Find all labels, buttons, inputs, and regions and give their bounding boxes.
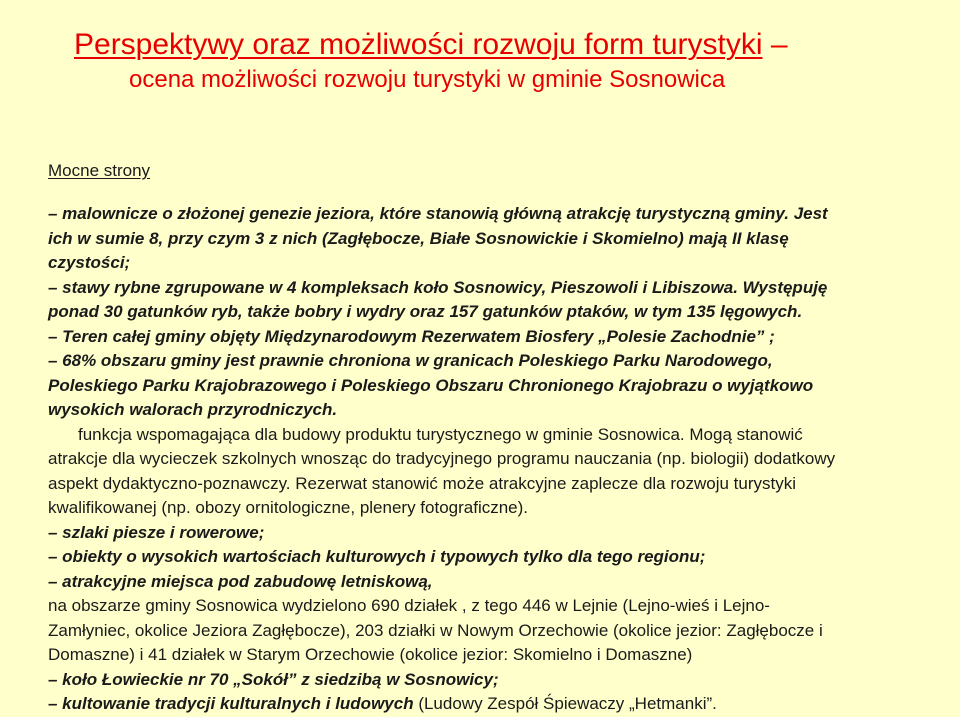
body-line: – obiekty o wysokich wartościach kulturowych i typowych tylko dla tego regionu; bbox=[48, 547, 706, 566]
body-line: – stawy rybne zgrupowane w 4 kompleksach koło Sosnowicy, Pieszowoli i Libiszowa. Występuję bbox=[48, 277, 828, 297]
body-line: Poleskiego Parku Krajobrazowego i Poleskiego Obszaru Chronionego Krajobrazu o wyjątkowo bbox=[48, 375, 814, 395]
body-line: Domaszne) i 41 działek w Starym Orzechowie (okolice jezior: Skomielno i Domaszne) bbox=[48, 645, 693, 664]
body-line: – koło Łowieckie nr 70 „Sokół” z siedzibą w Sosnowicy; bbox=[48, 669, 499, 689]
body-line: kwalifikowanej (np. obozy ornitologiczne, plenery fotograficzne). bbox=[48, 498, 529, 517]
strengths-heading: Mocne strony bbox=[48, 161, 151, 180]
slide-body bbox=[48, 202, 948, 717]
body-line: czystości; bbox=[48, 253, 131, 272]
plain-phrase: (Ludowy Zespół Śpiewaczy „Hetmanki”. bbox=[418, 694, 717, 713]
body-line: – Teren całej gminy objęty Międzynarodowym Rezerwatem Biosfery „Polesie Zachodnie” ; bbox=[48, 326, 775, 346]
body-line: – szlaki piesze i rowerowe; bbox=[48, 522, 265, 542]
body-line: Zamłyniec, okolice Jeziora Zagłębocze), 203 działki w Nowym Orzechowie (okolice jezior: Zagłębocze i bbox=[48, 620, 823, 640]
bold-phrase: – kultowanie tradycji kulturalnych i ludowych bbox=[48, 694, 419, 713]
body-line: aspekt dydaktyczno-poznawczy. Rezerwat stanowić może atrakcyjne zaplecze dla rozwoju turystyki bbox=[48, 473, 796, 493]
slide-title bbox=[74, 28, 788, 62]
body-line: ponad 30 gatunków ryb, także bobry i wydry oraz 157 gatunków ptaków, w tym 135 lęgowych. bbox=[48, 302, 803, 321]
body-line bbox=[48, 692, 948, 717]
body-line: wysokich walorach przyrodniczych. bbox=[48, 400, 338, 419]
body-line: – 68% obszaru gminy jest prawnie chroniona w granicach Poleskiego Parku Narodowego, bbox=[48, 351, 773, 370]
body-line: funkcja wspomagająca dla budowy produktu turystycznego w gminie Sosnowica. Mogą stanowić bbox=[78, 424, 803, 444]
title-dash: – bbox=[762, 28, 788, 61]
body-line: na obszarze gminy Sosnowica wydzielono 690 działek , z tego 446 w Lejnie (Lejno-wieś i Lejno- bbox=[48, 596, 770, 615]
body-line: – malownicze o złożonej genezie jeziora, które stanowią główną atrakcję turystyczną gminy. Jest bbox=[48, 204, 828, 223]
body-line: – atrakcyjne miejsca pod zabudowę letniskową, bbox=[48, 571, 433, 591]
body-line: atrakcje dla wycieczek szkolnych wnosząc do tradycyjnego programu nauczania (np. biologii) dodatkowy bbox=[48, 449, 836, 468]
title-main: Perspektywy oraz możliwości rozwoju form turystyki bbox=[74, 28, 763, 61]
body-line: ich w sumie 8, przy czym 3 z nich (Zagłębocze, Białe Sosnowickie i Skomielno) mają II klasę bbox=[48, 228, 789, 248]
slide-subtitle: ocena możliwości rozwoju turystyki w gminie Sosnowica bbox=[129, 66, 726, 93]
